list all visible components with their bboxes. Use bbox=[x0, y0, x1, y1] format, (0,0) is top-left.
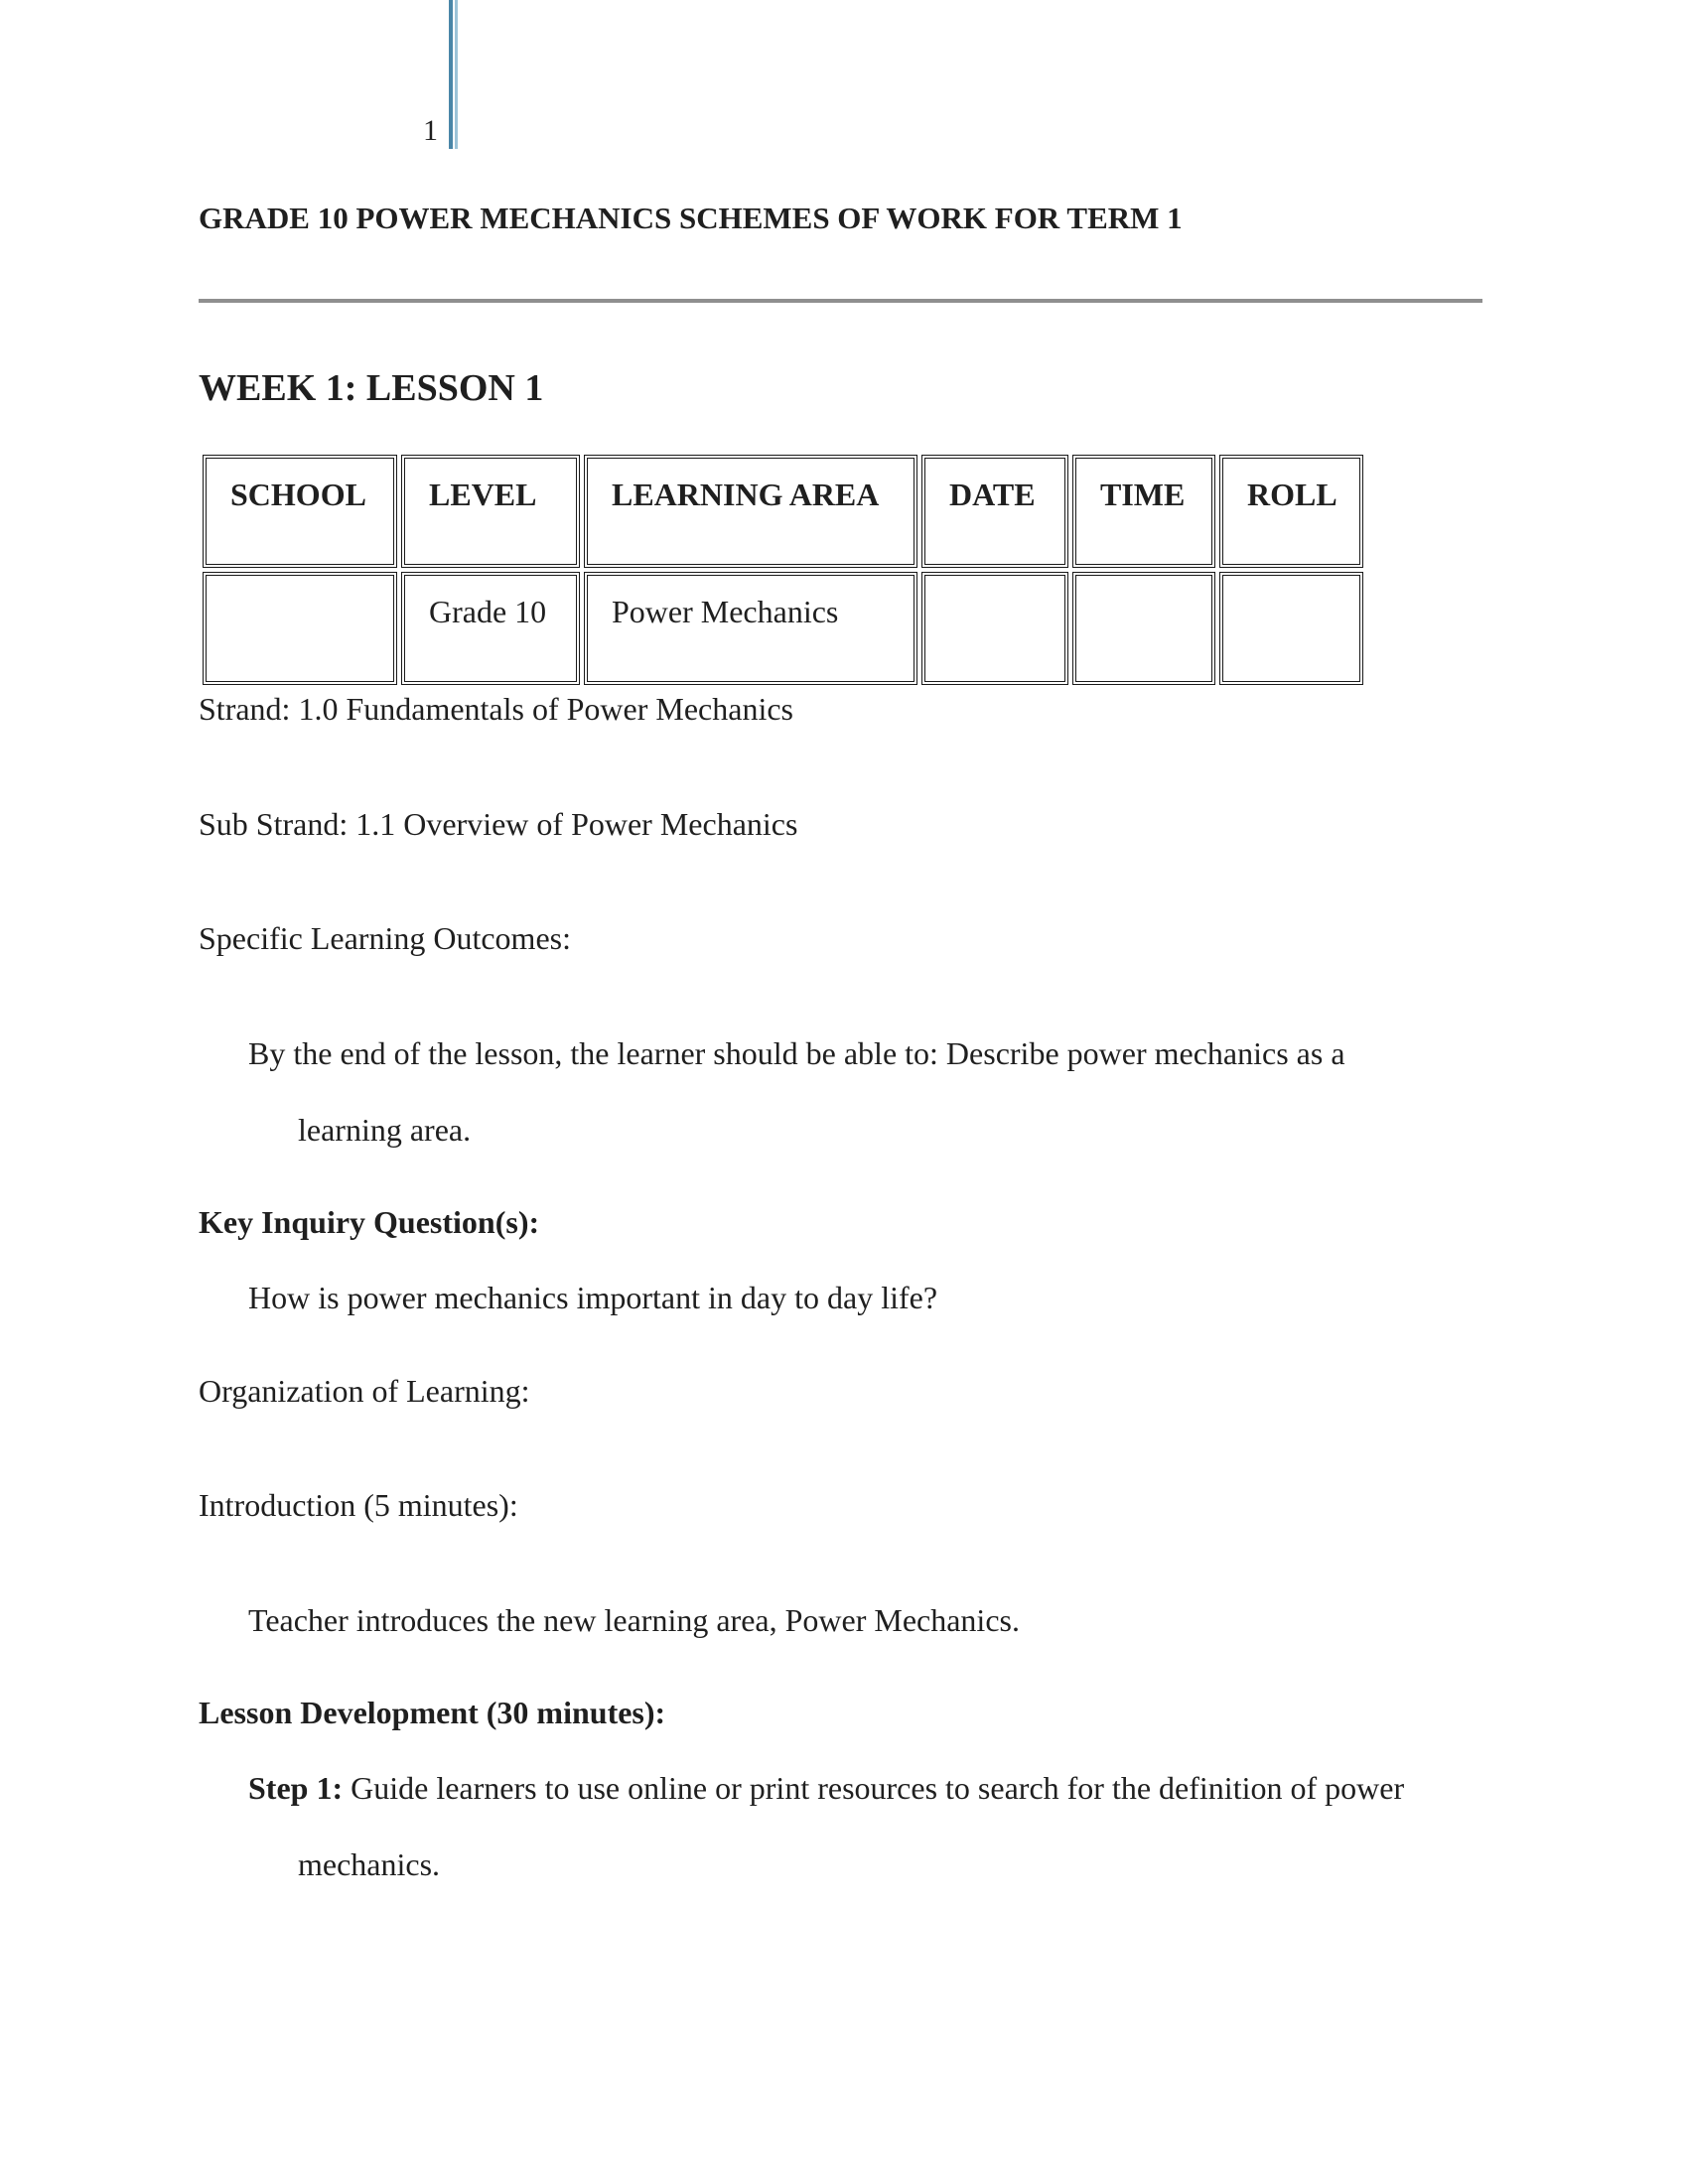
table-header-level: LEVEL bbox=[401, 455, 580, 568]
sub-strand-line: Sub Strand: 1.1 Overview of Power Mechanics bbox=[199, 806, 798, 842]
step-1-label: Step 1: bbox=[248, 1770, 344, 1806]
table-cell-learning-area: Power Mechanics bbox=[584, 572, 917, 685]
decorative-bar-dark bbox=[449, 0, 453, 149]
table-cell-school bbox=[203, 572, 397, 685]
introduction-label: Introduction (5 minutes): bbox=[199, 1487, 518, 1523]
table-header-date: DATE bbox=[921, 455, 1068, 568]
document-title: GRADE 10 POWER MECHANICS SCHEMES OF WORK FOR TERM 1 bbox=[199, 201, 1183, 235]
table-cell-date bbox=[921, 572, 1068, 685]
table-header-roll: ROLL bbox=[1219, 455, 1363, 568]
table-header-learning-area: LEARNING AREA bbox=[584, 455, 917, 568]
week-lesson-heading: WEEK 1: LESSON 1 bbox=[199, 367, 544, 409]
strand-line: Strand: 1.0 Fundamentals of Power Mechanics bbox=[199, 691, 793, 727]
table-cell-level: Grade 10 bbox=[401, 572, 580, 685]
table-header-school: SCHOOL bbox=[203, 455, 397, 568]
step-1-text: Guide learners to use online or print resources to search for the definition of power bbox=[343, 1770, 1405, 1806]
lesson-info-table bbox=[203, 455, 1360, 685]
specific-learning-outcomes-label: Specific Learning Outcomes: bbox=[199, 920, 571, 956]
step-1-line-1 bbox=[248, 1768, 1404, 1808]
lesson-development-label: Lesson Development (30 minutes): bbox=[199, 1695, 666, 1730]
introduction-text: Teacher introduces the new learning area, Power Mechanics. bbox=[248, 1602, 1020, 1638]
learning-outcome-text-line-2: learning area. bbox=[298, 1112, 472, 1148]
table-cell-time bbox=[1072, 572, 1215, 685]
decorative-bar-light bbox=[455, 0, 458, 149]
key-inquiry-questions-label: Key Inquiry Question(s): bbox=[199, 1204, 540, 1240]
page-number: 1 bbox=[423, 114, 438, 147]
decorative-vertical-bar bbox=[449, 0, 459, 149]
learning-outcome-text-line-1: By the end of the lesson, the learner should be able to: Describe power mechanics as a bbox=[248, 1035, 1345, 1071]
table-header-time: TIME bbox=[1072, 455, 1215, 568]
table-cell-roll bbox=[1219, 572, 1363, 685]
step-1-line-2: mechanics. bbox=[298, 1846, 441, 1882]
organization-of-learning-label: Organization of Learning: bbox=[199, 1373, 530, 1409]
key-inquiry-question: How is power mechanics important in day to day life? bbox=[248, 1280, 938, 1315]
title-divider bbox=[199, 299, 1482, 303]
